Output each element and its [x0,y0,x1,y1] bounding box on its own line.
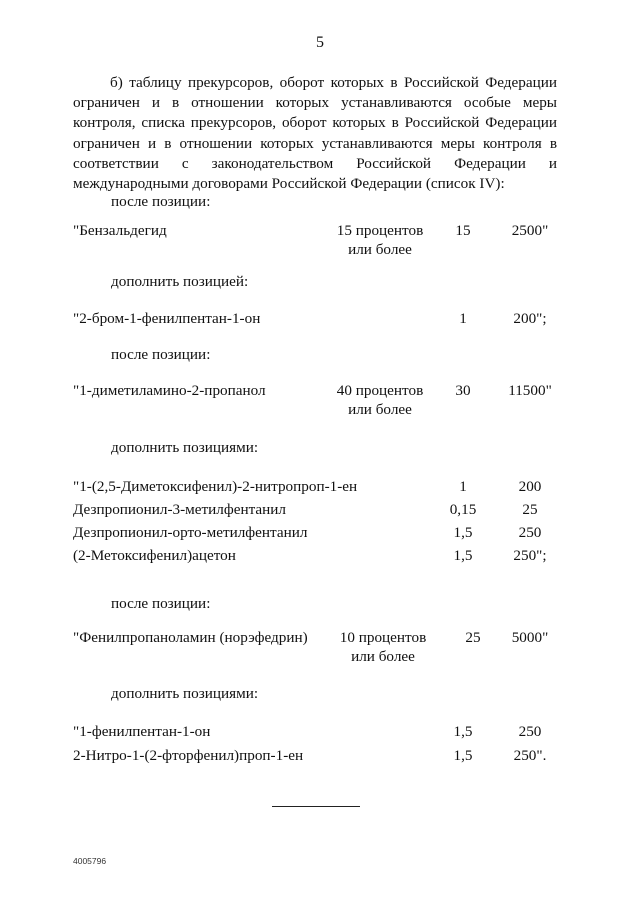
substance-name: "1-фенилпентан-1-он [73,723,211,740]
table-row [0,309,640,349]
threshold-value: 1,5 [453,747,473,764]
substance-name: "Фенилпропаноламин (норэфедрин) [73,629,308,646]
threshold-value: 0,15 [449,501,477,518]
substance-name: (2-Метоксифенил)ацетон [73,547,236,564]
table-row [0,221,640,261]
page-number: 5 [316,34,324,51]
threshold-value: 1 [459,310,467,327]
table-row [0,628,640,668]
threshold-value: 30 [455,382,471,399]
document-code: 4005796 [73,856,107,866]
threshold-value: 1 [459,478,467,495]
substance-name: "1-диметиламино-2-пропанол [73,382,266,399]
substance-name: Дезпропионил-орто-метилфентанил [73,524,308,541]
lead-after-position: после позиции: [111,193,211,210]
concentration: 15 процентов или более [336,222,424,258]
lead-add-positions: дополнить позициями: [111,685,259,702]
threshold-value: 25 [465,629,481,646]
lead-add-positions: дополнить позициями: [111,439,259,456]
limit-value: 250"; [513,547,547,564]
lead-after-position: после позиции: [111,595,211,612]
limit-value: 250". [513,747,547,764]
threshold-value: 1,5 [453,723,473,740]
substance-name: "Бензальдегид [73,222,167,239]
table-row [0,381,640,421]
limit-value: 2500" [511,222,549,239]
limit-value: 200"; [513,310,547,327]
limit-value: 11500" [508,382,552,399]
limit-value: 200 [518,478,542,495]
limit-value: 25 [522,501,538,518]
substance-name: Дезпропионил-3-метилфентанил [73,501,286,518]
intro-paragraph: б) таблицу прекурсоров, оборот которых в Российской Федерации ограничен и в отношении которых устанавливаются особые меры контроля, списка прекурсоров, оборот которых в Российской Федерации ограничен и в отношении которых устанавливаются меры контроля в соответствии с законодательством Российской Федерации и международными договорами Российской Федерации (список IV): [73,74,557,193]
table-row [0,546,640,586]
concentration: 40 процентов или более [336,382,424,418]
threshold-value: 1,5 [453,547,473,564]
lead-add-position: дополнить позицией: [111,273,249,290]
limit-value: 250 [518,723,542,740]
substance-name: "2-бром-1-фенилпентан-1-он [73,310,261,327]
substance-name: 2-Нитро-1-(2-фторфенил)проп-1-ен [73,747,304,764]
separator-line [272,806,360,807]
limit-value: 5000" [511,629,549,646]
threshold-value: 1,5 [453,524,473,541]
limit-value: 250 [518,524,542,541]
threshold-value: 15 [455,222,471,239]
substance-name: "1-(2,5-Диметоксифенил)-2-нитропроп-1-ен [73,478,358,495]
lead-after-position: после позиции: [111,346,211,363]
table-row [0,746,640,786]
concentration: 10 процентов или более [339,629,427,665]
